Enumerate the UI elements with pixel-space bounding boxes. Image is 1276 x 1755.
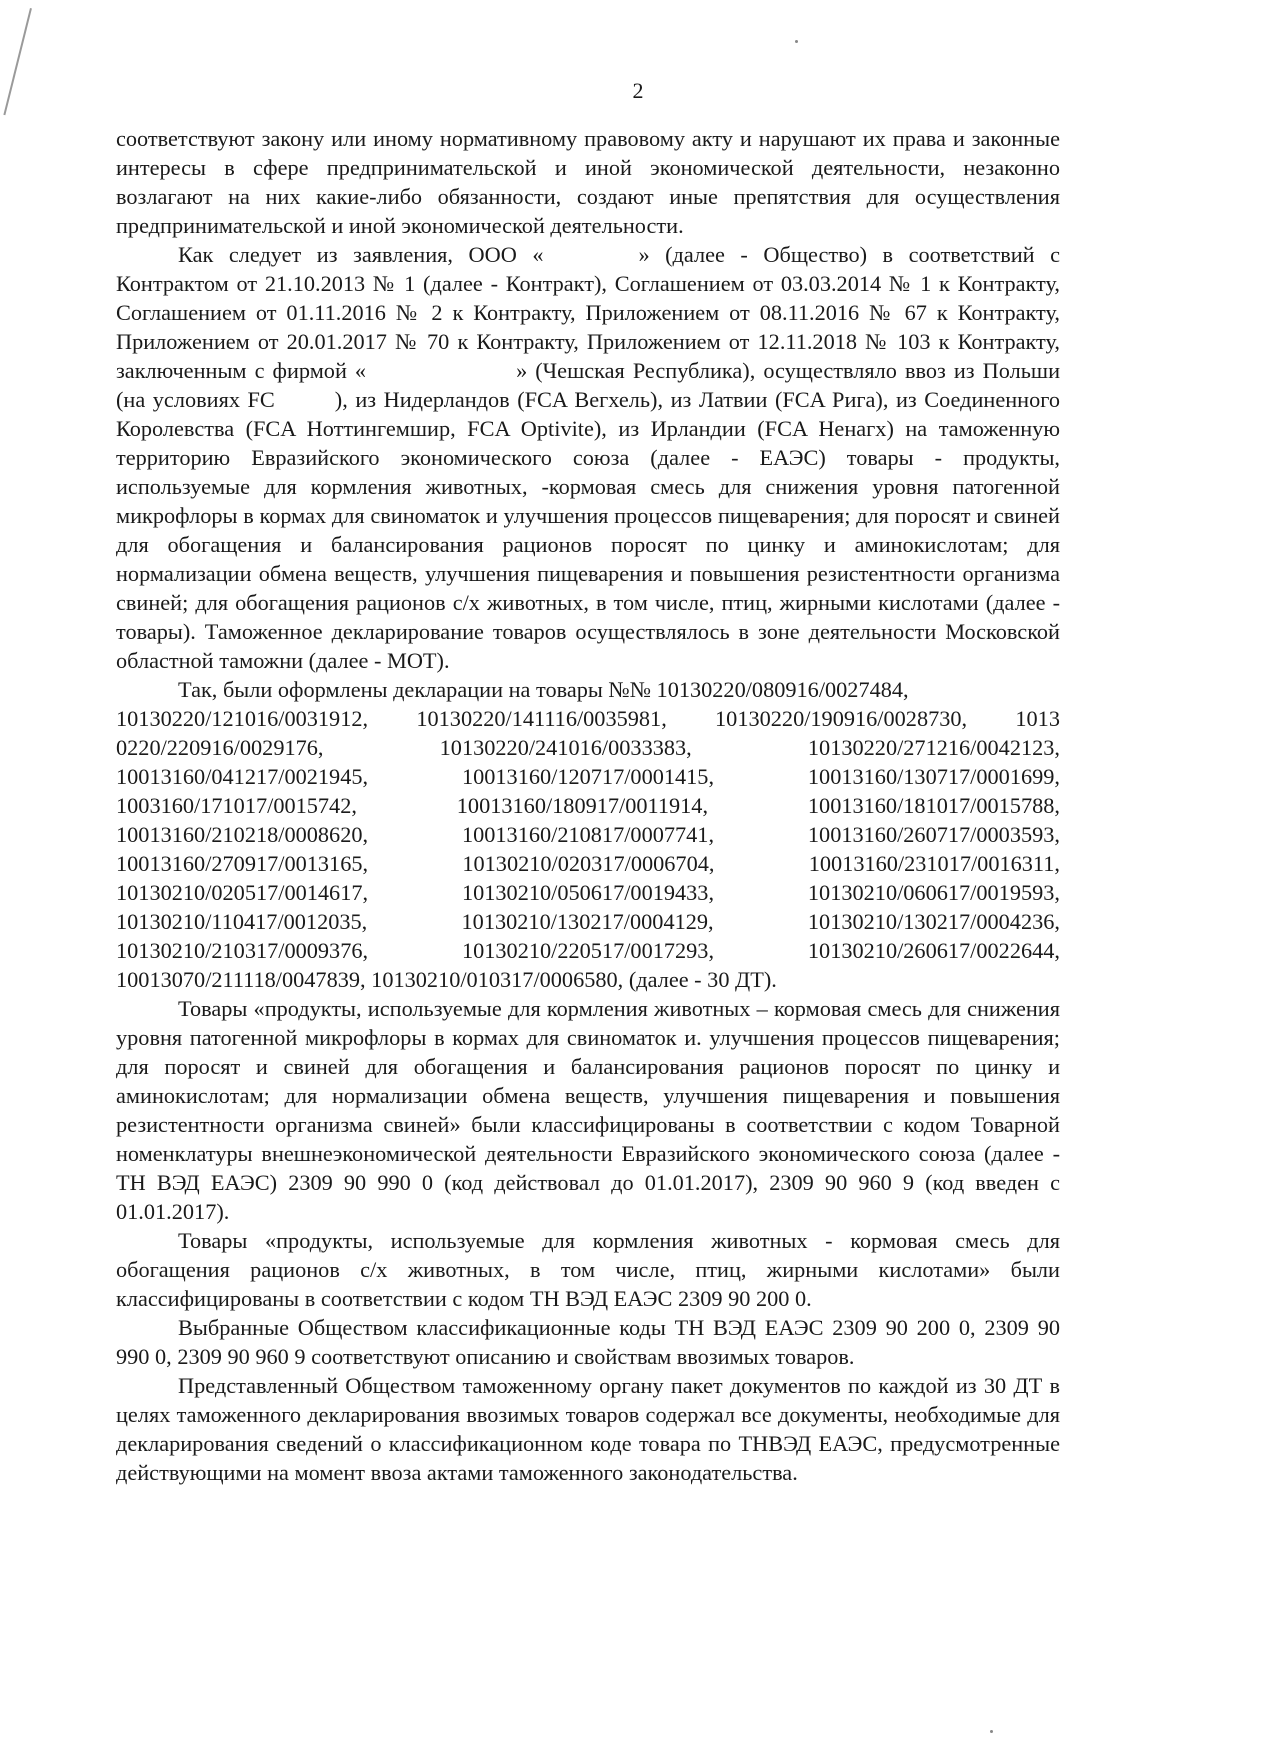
declaration-number: 10130220/271216/0042123, — [807, 735, 1060, 760]
scan-artifact-dot — [990, 1730, 993, 1733]
paragraph-2-part-1: Как следует из заявления, ООО « — [178, 242, 544, 267]
declaration-list — [116, 704, 1060, 994]
declaration-row — [116, 733, 1060, 762]
paragraph-5: Товары «продукты, используемые для кормления животных - кормовая смесь для обогащения рационов с/х животных, в том числе, птиц, жирными кислотами» были классифицированы в соответствии с кодом ТН ВЭД ЕАЭС 2309 90 200 0. — [116, 1228, 1060, 1311]
declaration-number: 10130210/210317/0009376, — [116, 938, 369, 963]
paragraph-1: соответствуют закону или иному нормативному правовому акту и нарушают их права и законные интересы в сфере предпринимательской и иной экономической деятельности, незаконно возлагают на них какие-либо обязанности, создают иные препятствия для осуществления предпринимательской и иной экономической деятельности. — [116, 126, 1060, 238]
document-body — [116, 124, 1060, 1487]
declaration-number: 10013160/130717/0001699, — [807, 764, 1060, 789]
page-number: 2 — [632, 78, 644, 103]
declaration-number: 0220/220916/0029176, — [116, 735, 324, 760]
declaration-row — [116, 907, 1060, 936]
declaration-row — [116, 936, 1060, 965]
paragraph-2 — [116, 240, 1060, 675]
declaration-row-tail: 10013070/211118/0047839, 10130210/010317/0006580, (далее - 30 ДТ). — [116, 967, 777, 992]
paragraph-2-part-4: ), из Нидерландов (FCA Вегхель), из Латвии (FCA Рига), из Соединенного Королевства (FCA Ноттингемшир, FCA Optivite), из Ирландии (FCA Ненагх) на таможенную территорию Евразийского экономического союза (далее - ЕАЭС) товары - продукты, используемые для кормления животных, -кормовая смесь для снижения уровня патогенной микрофлоры в кормах для свиноматок и улучшения процессов пищеварения; для поросят и свиней для обогащения и балансирования рационов поросят по цинку и аминокислотам; для нормализации обмена веществ, улучшения пищеварения и повышения резистентности организма свиней; для обогащения рационов с/х животных, в том числе, птиц, жирными кислотами (далее - товары). Таможенное декларирование товаров осуществлялось в зоне деятельности Московской областной таможни (далее - МОТ). — [116, 387, 1060, 673]
declaration-number: 10130210/220517/0017293, — [461, 938, 715, 963]
declaration-number: 10013160/180917/0011914, — [456, 793, 709, 818]
declaration-number: 10013160/260717/0003593, — [807, 822, 1060, 847]
declaration-number: 10130210/130217/0004129, — [461, 909, 714, 934]
declaration-number: 10013160/181017/0015788, — [807, 793, 1060, 818]
declaration-number: 10130220/241016/0033383, — [439, 735, 692, 760]
declaration-number: 10130210/020517/0014617, — [116, 880, 369, 905]
declaration-number: 10130220/141116/0035981, — [416, 706, 667, 731]
declaration-number: 10130220/121016/0031912, — [116, 706, 369, 731]
declaration-row — [116, 762, 1060, 791]
declaration-number: 10013160/041217/0021945, — [116, 764, 369, 789]
paragraph-2-part-2: » (далее - Общество) в соответствий с Контрактом от 21.10.2013 № 1 (далее - Контракт), Соглашением от 03.03.2014 № 1 к Контракту, Соглашением от 01.11.2016 № 2 к Контракту, Приложением от 08.11.2016 № 67 к Контракту, Приложением от 20.01.2017 № 70 к Контракту, Приложением от 12.11.2018 № 103 к Контракту, заключенным с фирмой « — [116, 242, 1060, 383]
declaration-number: 10013160/210817/0007741, — [461, 822, 715, 847]
declaration-number: 1003160/171017/0015742, — [116, 793, 357, 818]
paragraph-2-part-3: » (Чешская Республика), осуществляло ввоз из Польши (на условиях FC — [116, 358, 1060, 412]
declarations-intro: Так, были оформлены декларации на товары №№ 10130220/080916/0027484, — [178, 677, 909, 702]
declaration-row — [116, 878, 1060, 907]
declaration-number: 10130210/110417/0012035, — [116, 909, 368, 934]
declaration-number: 10130210/260617/0022644, — [807, 938, 1060, 963]
declaration-number: 10130210/060617/0019593, — [807, 880, 1060, 905]
declaration-number: 10130210/130217/0004236, — [807, 909, 1060, 934]
declaration-row — [116, 704, 1060, 733]
declaration-row — [116, 849, 1060, 878]
declaration-row — [116, 820, 1060, 849]
declaration-number: 10013160/231017/0016311, — [808, 851, 1060, 876]
declaration-number: 10130220/190916/0028730, — [715, 706, 968, 731]
declaration-number: 1013 — [1015, 706, 1060, 731]
declaration-number: 10013160/210218/0008620, — [116, 822, 369, 847]
declaration-number: 10130210/020317/0006704, — [462, 851, 715, 876]
paragraph-6: Выбранные Обществом классификационные коды ТН ВЭД ЕАЭС 2309 90 200 0, 2309 90 990 0, 2309 90 960 9 соответствуют описанию и свойствам ввозимых товаров. — [116, 1315, 1060, 1369]
declaration-number: 10130210/050617/0019433, — [461, 880, 715, 905]
declaration-row — [116, 791, 1060, 820]
paragraph-7: Представленный Обществом таможенному органу пакет документов по каждой из 30 ДТ в целях таможенного декларирования ввозимых товаров содержал все документы, необходимые для декларирования сведений о классификационном коде товара по ТНВЭД ЕАЭС, предусмотренные действующими на момент ввоза актами таможенного законодательства. — [116, 1373, 1060, 1485]
declaration-number: 10013160/120717/0001415, — [461, 764, 715, 789]
declaration-number: 10013160/270917/0013165, — [116, 851, 369, 876]
scan-artifact-dot — [795, 40, 798, 43]
paragraph-4: Товары «продукты, используемые для кормления животных – кормовая смесь для снижения уровня патогенной микрофлоры в кормах для свиноматок и. улучшения процессов пищеварения; для поросят и свиней для обогащения и балансирования рационов поросят по цинку и аминокислотам; для нормализации обмена веществ, улучшения пищеварения и повышения резистентности организма свиней» были классифицированы в соответствии с кодом Товарной номенклатуры внешнеэкономической деятельности Евразийского экономического союза (далее - ТН ВЭД ЕАЭС) 2309 90 990 0 (код действовал до 01.01.2017), 2309 90 960 9 (код введен с 01.01.2017). — [116, 996, 1060, 1224]
